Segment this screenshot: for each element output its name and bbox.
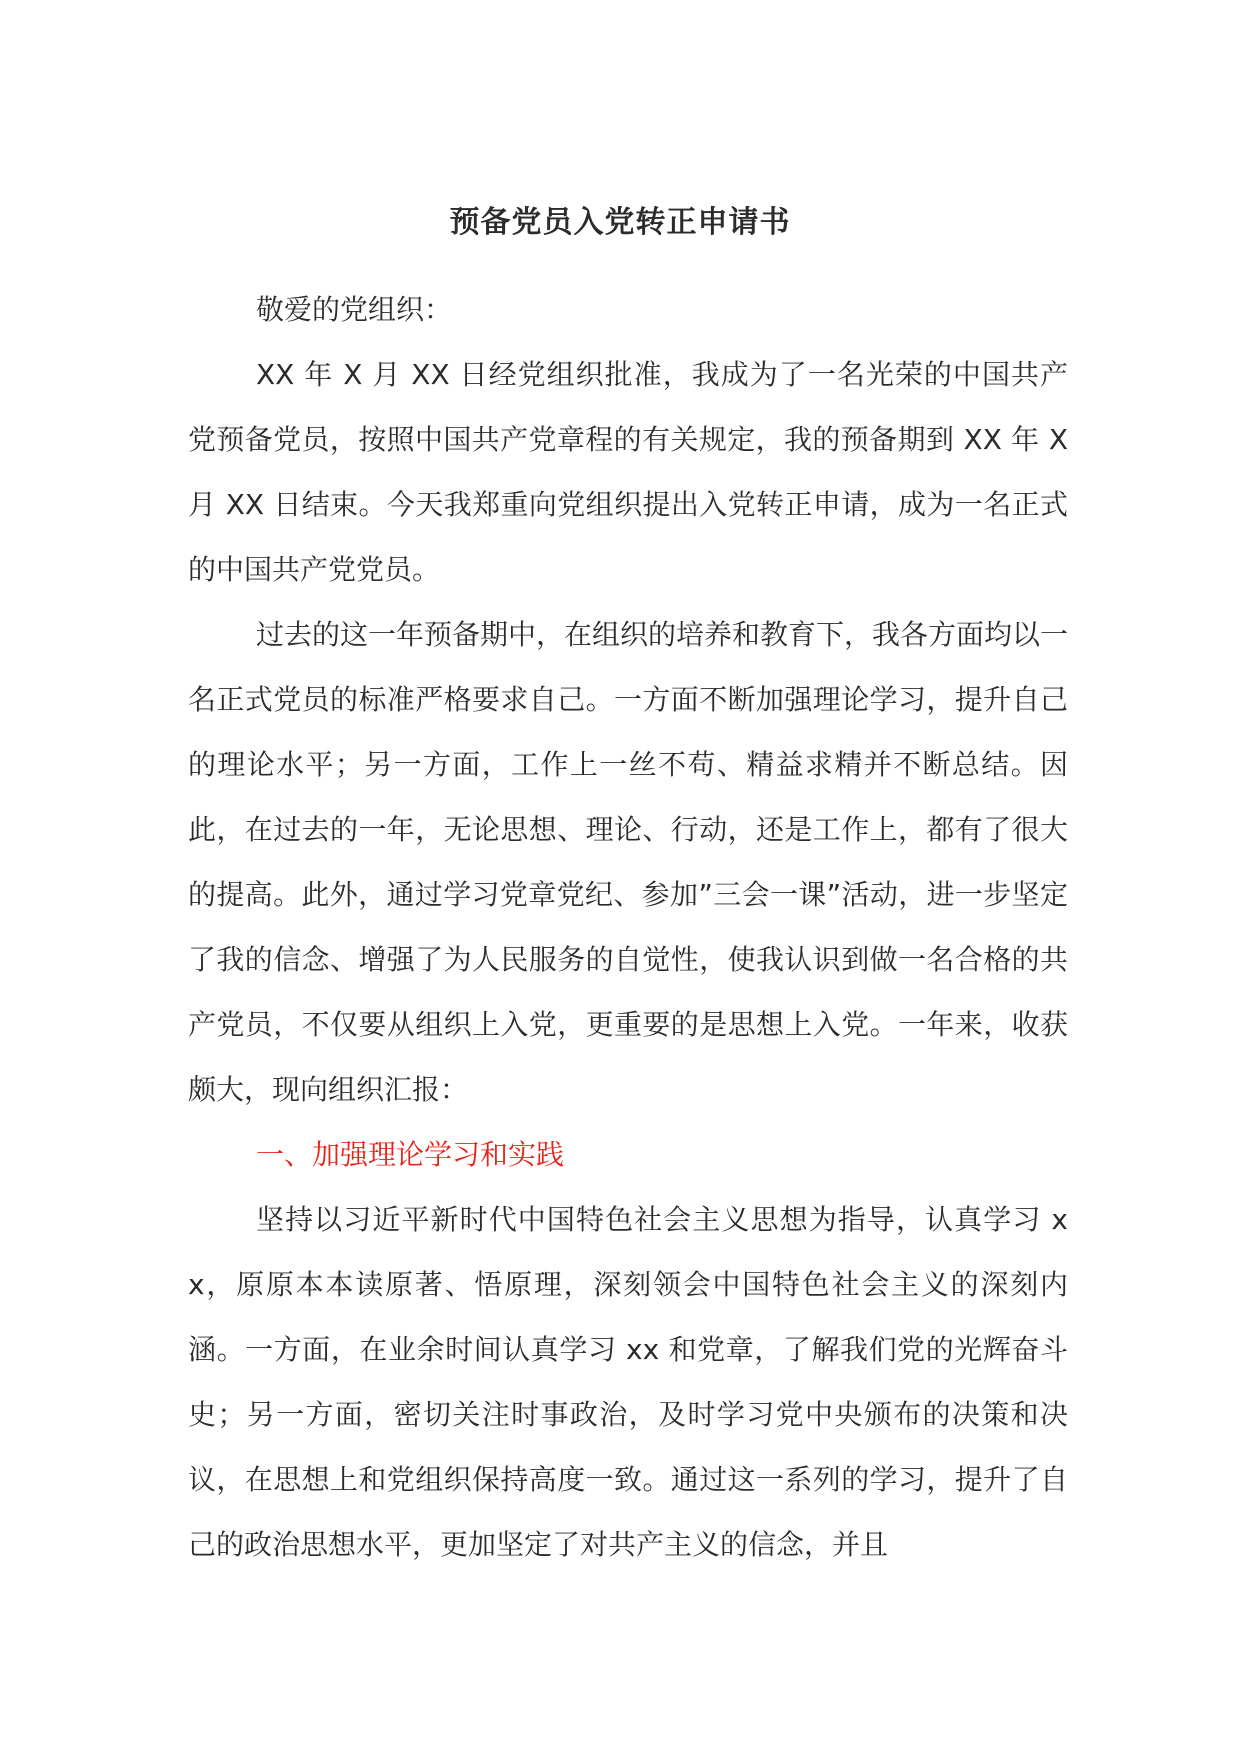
section-heading: 一、加强理论学习和实践 — [256, 1138, 565, 1171]
paragraph-1: XX 年 X 月 XX 日经党组织批准，我成为了一名光荣的中国共产党预备党员，按照中国共产党章程的有关规定，我的预备期到 XX 年 X 月 XX 日结束。今天我郑重向党组织提出入党转正申请，成为一名正式的中国共产党党员。 — [188, 358, 1068, 586]
paragraph-2: 过去的这一年预备期中，在组织的培养和教育下，我各方面均以一名正式党员的标准严格要求自己。一方面不断加强理论学习，提升自己的理论水平；另一方面，工作上一丝不苟、精益求精并不断总结。因此，在过去的一年，无论思想、理论、行动，还是工作上，都有了很大的提高。此外，通过学习党章党纪、参加”三会一课”活动，进一步坚定了我的信念、增强了为人民服务的自觉性，使我认识到做一名合格的共产党员，不仅要从组织上入党，更重要的是思想上入党。一年来，收获颇大，现向组织汇报： — [188, 618, 1069, 1106]
salutation: 敬爱的党组织： — [256, 293, 453, 326]
section-paragraph: 坚持以习近平新时代中国特色社会主义思想为指导，认真学习 xx，原原本本读原著、悟原理，深刻领会中国特色社会主义的深刻内涵。一方面，在业余时间认真学习 xx 和党章，了解我们党的光辉奋斗史；另一方面，密切关注时事政治，及时学习党中央颁布的决策和决议，在思想上和党组织保持高度一致。通过这一系列的学习，提升了自己的政治思想水平，更加坚定了对共产主义的信念，并且 — [188, 1203, 1068, 1561]
document-body — [188, 277, 1068, 1577]
document-title: 预备党员入党转正申请书 — [449, 205, 791, 240]
